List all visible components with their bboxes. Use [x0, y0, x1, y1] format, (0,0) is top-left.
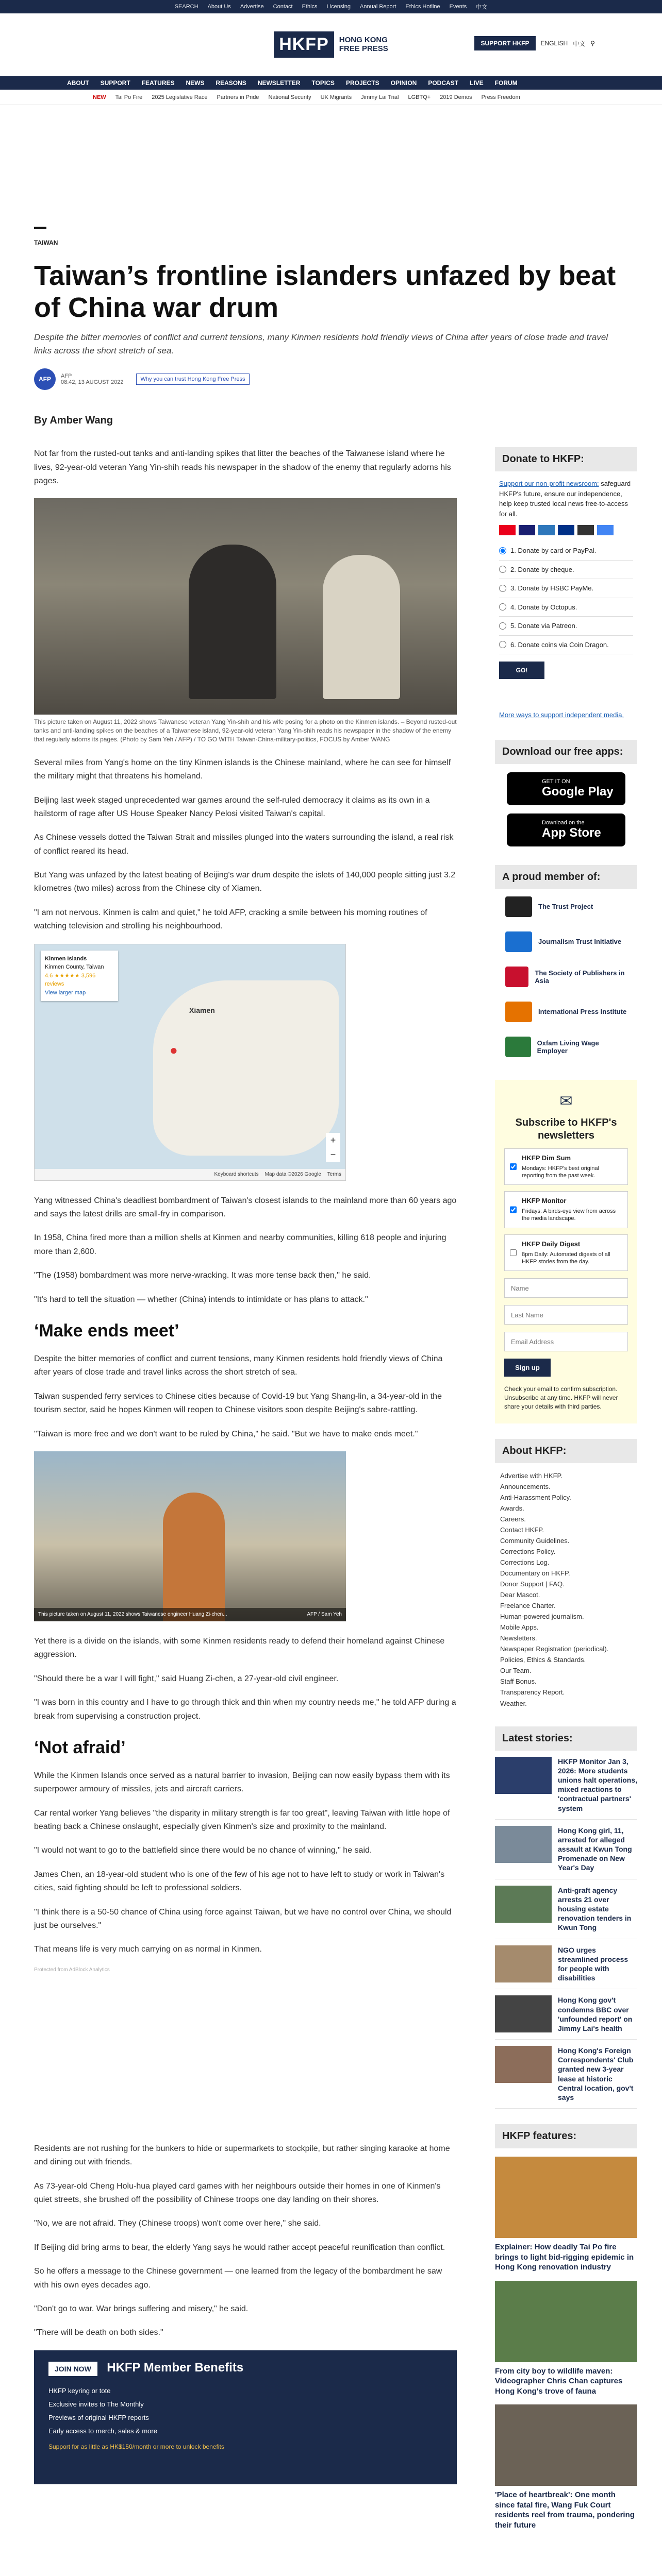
paragraph: Yet there is a divide on the islands, with some Kinmen residents ready to defend their homeland against Chinese aggression.	[34, 1636, 445, 1659]
map-pin-icon: ●	[170, 1042, 178, 1058]
hot-topic[interactable]: UK Migrants	[320, 94, 352, 100]
feature-image	[495, 2404, 637, 2486]
topbar-licensing[interactable]: Licensing	[326, 4, 351, 10]
map-footer	[35, 1169, 345, 1180]
feature-card[interactable]	[495, 2157, 637, 2273]
feature-title: 'Place of heartbreak': One month since fatal fire, Wang Fuk Court residents reel from trauma, pondering their future	[495, 2490, 635, 2530]
donate-link[interactable]: Support our non-profit newsroom:	[499, 480, 599, 488]
paypal-icon	[558, 525, 574, 535]
donate-radio[interactable]	[499, 641, 506, 648]
newsletter-option-title: HKFP Dim Sum	[522, 1154, 571, 1162]
envelope-icon: ✉	[559, 1092, 573, 1110]
nav-opinion[interactable]: OPINION	[390, 79, 417, 87]
support-hkfp-button[interactable]: SUPPORT HKFP	[474, 36, 535, 50]
paragraph: Car rental worker Yang believes "the disparity in military strength is far too great", leaving Taiwan with little hope of beating back a Chinese onslaught, especially given Kinmen's size and proximity to the mainland.	[34, 1808, 450, 1832]
story-title: Hong Kong gov't condemns BBC over 'unfounded report' on Jimmy Lai's health	[558, 1996, 633, 2032]
article-photo-yang	[34, 498, 457, 715]
donate-option-label: 1. Donate by card or PayPal.	[510, 547, 597, 555]
donate-option-label: 6. Donate coins via Coin Dragon.	[510, 640, 609, 649]
member-banner-title	[107, 2360, 244, 2375]
map-terms[interactable]: Terms	[327, 1172, 341, 1178]
signup-button[interactable]: Sign up	[504, 1359, 551, 1377]
paragraph: Beijing last week staged unprecedented war games around the self-ruled democracy it claims as its own in a hailstorm of rage after US House Speaker Nancy Pelosi visited Taiwan's capital.	[34, 795, 430, 818]
paragraph: Residents are not rushing for the bunkers to hide or supermarkets to stockpile, but rather singing karaoke at home and dining out with friends.	[34, 2144, 450, 2167]
feature-title: From city boy to wildlife maven: Videographer Chris Chan captures Hong Kong's trove of fauna	[495, 2366, 623, 2396]
mastercard-icon	[499, 525, 516, 535]
story-thumb	[495, 1826, 552, 1863]
article-author: By Amber Wang	[34, 415, 113, 427]
oxfam-icon	[505, 1037, 531, 1057]
nav-about[interactable]: ABOUT	[67, 79, 89, 87]
person-figure	[323, 555, 400, 699]
newsletter-option-text	[522, 1240, 622, 1265]
ad-placeholder: Protected from AdBlock Analytics	[34, 1967, 110, 1973]
paragraph: "Don't go to war. War brings suffering and misery," he said.	[34, 2304, 249, 2313]
donate-radio[interactable]	[499, 622, 506, 630]
brand-header	[0, 13, 662, 76]
topbar-about[interactable]: About Us	[207, 4, 231, 10]
about-link[interactable]: Advertise with HKFP.	[500, 1471, 563, 1480]
story-item[interactable]	[495, 2040, 637, 2109]
topbar-ethics[interactable]: Ethics	[302, 4, 318, 10]
article-lede: Despite the bitter memories of conflict and current tensions, many Kinmen residents hold friendly views of China after years of close trade and travel links across the short stretch of sea.	[34, 332, 608, 355]
story-item[interactable]	[495, 1939, 637, 1990]
story-title: HKFP Monitor Jan 3, 2026: More students unions halt operations, mixed reactions to 'contractual partners' system	[558, 1757, 638, 1812]
nav-podcast[interactable]: PODCAST	[428, 79, 458, 87]
hot-topic[interactable]: National Security	[268, 94, 311, 100]
logo-text	[339, 36, 388, 53]
paragraph: In 1958, China fired more than a million shells at Kinmen and nearby communities, killing 618 people and injuring more than 2,600.	[34, 1233, 446, 1256]
map-view-larger[interactable]: View larger map	[45, 989, 86, 996]
map-data-credit: Map data ©2026 Google	[264, 1172, 321, 1178]
member-perk: Exclusive invites to The Monthly	[48, 2400, 144, 2408]
hot-topic[interactable]: Partners in Pride	[217, 94, 259, 100]
byline-row	[34, 368, 628, 390]
donate-option-label: 4. Donate by Octopus.	[510, 603, 577, 611]
newsletter-option-desc: 8pm Daily: Automated digests of all HKFP stories from the day.	[522, 1251, 610, 1265]
nav-reasons[interactable]: REASONS	[216, 79, 246, 87]
donate-option[interactable]	[499, 579, 633, 598]
partner-logo[interactable]	[495, 959, 637, 994]
story-thumb	[495, 1945, 552, 1982]
paragraph: "No, we are not afraid. They (Chinese troops) won't come over here," she said.	[34, 2219, 321, 2228]
apps-heading: Download our free apps:	[495, 740, 637, 764]
newsletter-option[interactable]	[504, 1234, 628, 1271]
site-logo[interactable]	[274, 31, 388, 58]
donate-radio[interactable]	[499, 585, 506, 592]
story-thumb	[495, 2046, 552, 2083]
about-link[interactable]: Corrections Policy.	[500, 1547, 556, 1555]
map-rating: 4.6 ★★★★★ 3,596 reviews	[45, 972, 96, 988]
topbar-contact[interactable]: Contact	[273, 4, 293, 10]
paragraph: As Chinese vessels dotted the Taiwan Strait and missiles plunged into the waters surrounding the island, a real risk of conflict reared its head.	[34, 833, 454, 856]
donate-go-button[interactable]: GO!	[499, 662, 544, 679]
features-heading: HKFP features:	[495, 2124, 637, 2148]
about-link[interactable]: Transparency Report.	[500, 1688, 565, 1697]
article-photo-huang	[34, 1451, 346, 1621]
feature-card[interactable]	[495, 2281, 637, 2397]
nav-newsletter[interactable]: NEWSLETTER	[257, 79, 301, 87]
map-place-sub: Kinmen County, Taiwan	[45, 964, 104, 971]
about-link[interactable]: Anti-Harassment Policy.	[500, 1493, 571, 1501]
paragraph: Yang witnessed China's deadliest bombardment of Taiwan's closest islands to the mainland more than 60 years ago and says the latest drills are small-fry in comparison.	[34, 1196, 457, 1219]
topbar-search[interactable]: SEARCH	[174, 4, 198, 10]
story-item[interactable]	[495, 1989, 637, 2040]
hot-topic[interactable]: LGBTQ+	[408, 94, 431, 100]
partner-logo[interactable]	[495, 889, 637, 924]
article-body	[34, 447, 457, 2530]
content-area	[0, 447, 662, 2530]
paragraph: As 73-year-old Cheng Holu-hua played card games with her neighbours outside their homes in one of Kinmen's quiet streets, she brushed off the possibility of Chinese troops one day landing on their shores.	[34, 2181, 441, 2204]
paragraph: "There will be death on both sides."	[34, 2328, 163, 2337]
paragraph: James Chen, an 18-year-old student who is one of the few of his age not to have left to study or work in Taiwan's cities, said fighting should be left to professional soldiers.	[34, 1870, 445, 1893]
member-tagline: Support for as little as HK$150/month or more to unlock benefits	[48, 2443, 224, 2450]
about-link[interactable]: Contact HKFP.	[500, 1526, 544, 1534]
about-link[interactable]: Community Guidelines.	[500, 1536, 570, 1545]
donate-radio[interactable]	[499, 603, 506, 611]
newsletter-option-desc: Fridays: A birds-eye view from across the media landscape.	[522, 1208, 616, 1222]
paragraph: "I think there is a 50-50 chance of China using force against Taiwan, but we have no control over China, we should just be ourselves."	[34, 1907, 452, 1930]
article-header	[0, 227, 662, 427]
donate-option-label: 5. Donate via Patreon.	[510, 622, 577, 630]
hot-topic[interactable]: Press Freedom	[481, 94, 520, 100]
person-figure	[163, 1493, 225, 1621]
language-english[interactable]: ENGLISH	[540, 40, 568, 47]
donate-option-label: 3. Donate by HSBC PayMe.	[510, 584, 594, 592]
join-now-button[interactable]: JOIN NOW	[48, 2362, 97, 2376]
photo-overlay-credit: AFP / Sam Yeh	[307, 1612, 342, 1618]
jti-icon	[505, 931, 532, 952]
app-store-label: App Store	[542, 825, 601, 840]
paragraph: "It's hard to tell the situation — whether (China) intends to intimidate or has plans to attack."	[34, 1295, 368, 1304]
latest-heading: Latest stories:	[495, 1726, 637, 1751]
newsletter-widget	[495, 1080, 637, 1423]
about-link[interactable]: Newsletters.	[500, 1634, 537, 1642]
paragraph: While the Kinmen Islands once served as a natural barrier to invasion, Beijing can now easily bypass them with its superpower armoury of missiles, jets and aircraft carriers.	[34, 1771, 450, 1794]
about-link[interactable]: Weather.	[500, 1699, 527, 1707]
section-heading: ‘Not afraid’	[34, 1737, 126, 1757]
newsletter-checkbox[interactable]	[510, 1197, 517, 1222]
donate-option[interactable]	[499, 598, 633, 617]
paragraph: "I am not nervous. Kinmen is calm and quiet," he told AFP, cracking a smile between his morning routines of watching television and strolling his neighbourhood.	[34, 908, 427, 931]
story-title: Hong Kong's Foreign Correspondents' Club granted new 3-year lease at historic Central location, gov't says	[558, 2046, 634, 2102]
ipi-icon	[505, 1002, 532, 1022]
newsletter-option-title: HKFP Monitor	[522, 1197, 567, 1205]
donate-widget	[495, 471, 637, 727]
about-link[interactable]: Documentary on HKFP.	[500, 1569, 570, 1577]
email-field[interactable]: Email Address	[504, 1332, 628, 1351]
partner-name: The Trust Project	[538, 903, 593, 911]
spacer	[34, 1621, 457, 1635]
about-link[interactable]: Freelance Charter.	[500, 1602, 556, 1610]
photo-overlay-text: This picture taken on August 11, 2022 shows Taiwanese engineer Huang Zi-chen...	[38, 1612, 227, 1618]
paragraph: "The (1958) bombardment was more nerve-wracking. It was more tense back then," he said.	[34, 1271, 371, 1280]
hot-topic[interactable]: 2025 Legislative Race	[152, 94, 208, 100]
google-play-badge[interactable]	[507, 772, 625, 805]
story-item[interactable]	[495, 1879, 637, 1939]
about-link[interactable]: Staff Bonus.	[500, 1677, 537, 1686]
about-link[interactable]: Donor Support | FAQ.	[500, 1580, 565, 1588]
member-benefits-banner	[34, 2350, 457, 2484]
google-play-small: GET IT ON	[542, 778, 570, 785]
partner-name: The Society of Publishers in Asia	[535, 969, 625, 985]
feature-image	[495, 2281, 637, 2362]
map-landmass	[153, 980, 339, 1156]
map-info-card	[41, 951, 118, 1002]
hot-topic[interactable]: Tai Po Fire	[115, 94, 143, 100]
nav-forum[interactable]: FORUM	[494, 79, 518, 87]
paragraph: Despite the bitter memories of conflict and current tensions, many Kinmen residents hold friendly views of China after years of close trade and travel links across the short stretch of sea.	[34, 1354, 443, 1377]
newsletter-option-desc: Mondays: HKFP's best original reporting from the past week.	[522, 1165, 600, 1179]
about-link[interactable]: Newspaper Registration (periodical).	[500, 1645, 609, 1653]
map-place-title: Kinmen Islands	[45, 955, 87, 962]
language-chinese[interactable]: 中文	[573, 40, 586, 47]
donate-radio[interactable]	[499, 547, 506, 554]
name-field[interactable]: Name	[504, 1278, 628, 1298]
about-link[interactable]: Mobile Apps.	[500, 1623, 539, 1632]
paragraph: If Beijing did bring arms to bear, the elderly Yang says he would rather accept peaceful reunification than conflict.	[34, 2243, 445, 2252]
member-perk: Previews of original HKFP reports	[48, 2413, 149, 2421]
paragraph: But Yang was unfazed by the latest beating of Beijing's war drum despite the islets of 140,000 people sitting just 3.2 kilometres (two miles) across from the Chinese city of Xiamen.	[34, 871, 456, 893]
top-utility-bar	[0, 0, 662, 13]
nav-features[interactable]: FEATURES	[141, 79, 175, 87]
story-thumb	[495, 1886, 552, 1923]
nav-support[interactable]: SUPPORT	[100, 79, 130, 87]
last-name-field[interactable]: Last Name	[504, 1305, 628, 1325]
newsletter-option-title: HKFP Daily Digest	[522, 1240, 581, 1248]
brand-actions	[474, 36, 595, 50]
paragraph: "Taiwan is more free and we don't want to be ruled by China," he said. "But we have to make ends meet."	[34, 1429, 418, 1438]
nav-news[interactable]: NEWS	[186, 79, 205, 87]
partner-name: International Press Institute	[538, 1008, 627, 1016]
donate-option-label: 2. Donate by cheque.	[510, 565, 574, 573]
logo-line-1: HONG KONG	[339, 36, 388, 44]
source-avatar: AFP	[34, 368, 56, 390]
payment-icons	[499, 525, 633, 535]
donate-radio[interactable]	[499, 566, 506, 573]
partner-name: Oxfam Living Wage Employer	[537, 1039, 599, 1055]
map-keyboard-shortcuts[interactable]: Keyboard shortcuts	[214, 1172, 259, 1178]
nav-live[interactable]: LIVE	[469, 79, 484, 87]
article-title: Taiwan’s frontline islanders unfazed by beat of China war drum	[34, 260, 616, 324]
about-heading: About HKFP:	[495, 1439, 637, 1463]
article-category[interactable]: TAIWAN	[34, 239, 58, 246]
sidebar	[495, 447, 637, 2530]
feature-title: Explainer: How deadly Tai Po fire brings to light bid-rigging epidemic in Hong Kong renovation industry	[495, 2243, 634, 2272]
applepay-icon	[577, 525, 594, 535]
paragraph: Not far from the rusted-out tanks and anti-landing spikes that litter the beaches of the Taiwanese island where he lives, 92-year-old veteran Yang Yin-shih reads his newspaper in the shadow of the enemy that regularly adorns his pages.	[34, 449, 451, 485]
topbar-annual-report[interactable]: Annual Report	[360, 4, 396, 10]
about-links	[495, 1463, 637, 1716]
partner-logo[interactable]	[495, 1029, 637, 1064]
donate-option[interactable]	[499, 561, 633, 580]
newsletter-checkbox[interactable]	[510, 1240, 517, 1265]
paragraph: That means life is very much carrying on as normal in Kinmen.	[34, 1945, 262, 1954]
member-heading: HKFP Member Benefits	[107, 2360, 244, 2375]
topbar-chinese[interactable]: 中文	[476, 4, 488, 10]
feature-image	[495, 2157, 637, 2238]
newsletter-note: Check your email to confirm subscription. Unsubscribe at any time. HKFP will never share your details with third parties.	[504, 1385, 618, 1410]
member-perk: Early access to merch, sales & more	[48, 2427, 157, 2435]
newsletter-option-text	[522, 1197, 622, 1222]
nav-topics[interactable]: TOPICS	[311, 79, 335, 87]
topbar-events[interactable]: Events	[449, 4, 467, 10]
about-link[interactable]: Careers.	[500, 1515, 526, 1523]
newsletter-option[interactable]	[504, 1191, 628, 1228]
newsletter-option[interactable]	[504, 1148, 628, 1185]
main-nav	[0, 76, 662, 90]
paragraph: "Should there be a war I will fight," said Huang Zi-chen, a 27-year-old civil engineer.	[34, 1674, 339, 1683]
photo-caption: This picture taken on August 11, 2022 shows Taiwanese veteran Yang Yin-shih and his wife posing for a photo on the Kinmen islands. – Beyond rusted-out tanks and anti-landing spikes on the beaches of a Taiwanese island, 92-year-old veteran Yang Yin-shih reads his newspaper in the shadow of the enemy that regularly adorns its pages. (Photo by Sam Yeh / AFP) / TO GO WITH Taiwan-China-military-politics, FOCUS by Amber WANG	[34, 718, 457, 743]
kicker-rule	[34, 227, 46, 229]
photo-overlay-caption	[34, 1608, 346, 1621]
amex-icon	[538, 525, 555, 535]
story-title: NGO urges streamlined process for people with disabilities	[558, 1945, 628, 1982]
partners-heading: A proud member of:	[495, 865, 637, 889]
about-link[interactable]: Awards.	[500, 1504, 524, 1512]
search-icon[interactable]: ⚲	[590, 40, 595, 47]
paragraph: Taiwan suspended ferry services to Chinese cities because of Covid-19 but Yang Shang-lin, a 34-year-old in the tourism sector, said he hopes Kinmen will reopen to Chinese visitors soon despite Beijing's sabre-rattling.	[34, 1392, 442, 1415]
donate-heading: Donate to HKFP:	[495, 447, 637, 471]
map-city-label: Xiamen	[189, 1006, 215, 1014]
newsletter-heading: Subscribe to HKFP's newsletters	[515, 1116, 617, 1141]
embedded-map[interactable]	[34, 944, 346, 1181]
donate-text: safeguard HKFP's future, ensure our independence, help keep trusted local news free-to-access for all.	[499, 480, 631, 518]
story-item[interactable]	[495, 1820, 637, 1879]
visa-icon	[519, 525, 535, 535]
publish-date: 08:42, 13 AUGUST 2022	[61, 379, 124, 386]
more-ways-link[interactable]: More ways to support independent media.	[499, 711, 624, 719]
story-thumb	[495, 1995, 552, 2032]
story-title: Hong Kong girl, 11, arrested for alleged assault at Kwun Tong Promenade on New Year's Day	[558, 1826, 632, 1872]
logo-line-2: FREE PRESS	[339, 44, 388, 53]
new-badge: NEW	[93, 94, 106, 100]
about-link[interactable]: Human-powered journalism.	[500, 1613, 584, 1621]
about-link[interactable]: Policies, Ethics & Standards.	[500, 1656, 586, 1664]
googlepay-icon	[597, 525, 614, 535]
about-link[interactable]: Our Team.	[500, 1667, 532, 1675]
hot-topics-bar	[0, 90, 662, 105]
google-play-label: Google Play	[542, 784, 614, 799]
about-link[interactable]: Announcements.	[500, 1482, 551, 1490]
paragraph: "I was born in this country and I have to go through thick and thin when my country needs me," he told AFP during a break from supervising a construction project.	[34, 1698, 456, 1721]
map-zoom-controls[interactable]: + −	[326, 1133, 340, 1162]
section-heading: ‘Make ends meet’	[34, 1321, 179, 1341]
app-store-badge[interactable]	[507, 814, 625, 846]
topbar-advertise[interactable]: Advertise	[240, 4, 264, 10]
donate-option[interactable]	[499, 541, 633, 561]
newsletter-option-text	[522, 1154, 622, 1179]
story-thumb	[495, 1757, 552, 1794]
source-name[interactable]: AFP	[61, 373, 72, 380]
story-item[interactable]	[495, 1751, 637, 1820]
about-link[interactable]: Dear Mascot.	[500, 1591, 540, 1599]
member-perks-list	[48, 2384, 442, 2438]
donate-option[interactable]	[499, 636, 633, 655]
paragraph: So he offers a message to the Chinese government — one learned from the legacy of the bombardment he saw with his own eyes decades ago.	[34, 2267, 442, 2290]
member-perk: HKFP keyring or tote	[48, 2386, 111, 2395]
latest-stories	[495, 1751, 637, 2109]
trust-project-icon	[505, 896, 532, 917]
topbar-ethics-hotline[interactable]: Ethics Hotline	[405, 4, 440, 10]
donate-option[interactable]	[499, 617, 633, 636]
logo-mark: HKFP	[274, 31, 334, 58]
newsletter-checkbox[interactable]	[510, 1154, 517, 1179]
donate-options	[499, 541, 633, 654]
story-title: Anti-graft agency arrests 21 over housing estate renovation tenders in Kwun Tong	[558, 1886, 632, 1932]
nav-projects[interactable]: PROJECTS	[345, 79, 379, 87]
sopa-icon	[505, 967, 528, 987]
trust-link[interactable]: Why you can trust Hong Kong Free Press	[136, 374, 250, 385]
person-figure	[189, 545, 276, 699]
paragraph: "I would not want to go to the battlefield since there would be no chance of winning," he said.	[34, 1846, 372, 1855]
about-link[interactable]: Corrections Log.	[500, 1558, 550, 1566]
app-store-small: Download on the	[542, 819, 585, 826]
paragraph: Several miles from Yang's home on the tiny Kinmen islands is the Chinese mainland, where he can see for himself the military might that threatens his homeland.	[34, 758, 451, 781]
byline-meta	[61, 373, 124, 385]
partner-name: Journalism Trust Initiative	[538, 938, 622, 946]
feature-card[interactable]	[495, 2404, 637, 2530]
partner-logo[interactable]	[495, 924, 637, 959]
hot-topic[interactable]: Jimmy Lai Trial	[361, 94, 399, 100]
partner-logo[interactable]	[495, 994, 637, 1029]
hot-topic[interactable]: 2019 Demos	[440, 94, 472, 100]
